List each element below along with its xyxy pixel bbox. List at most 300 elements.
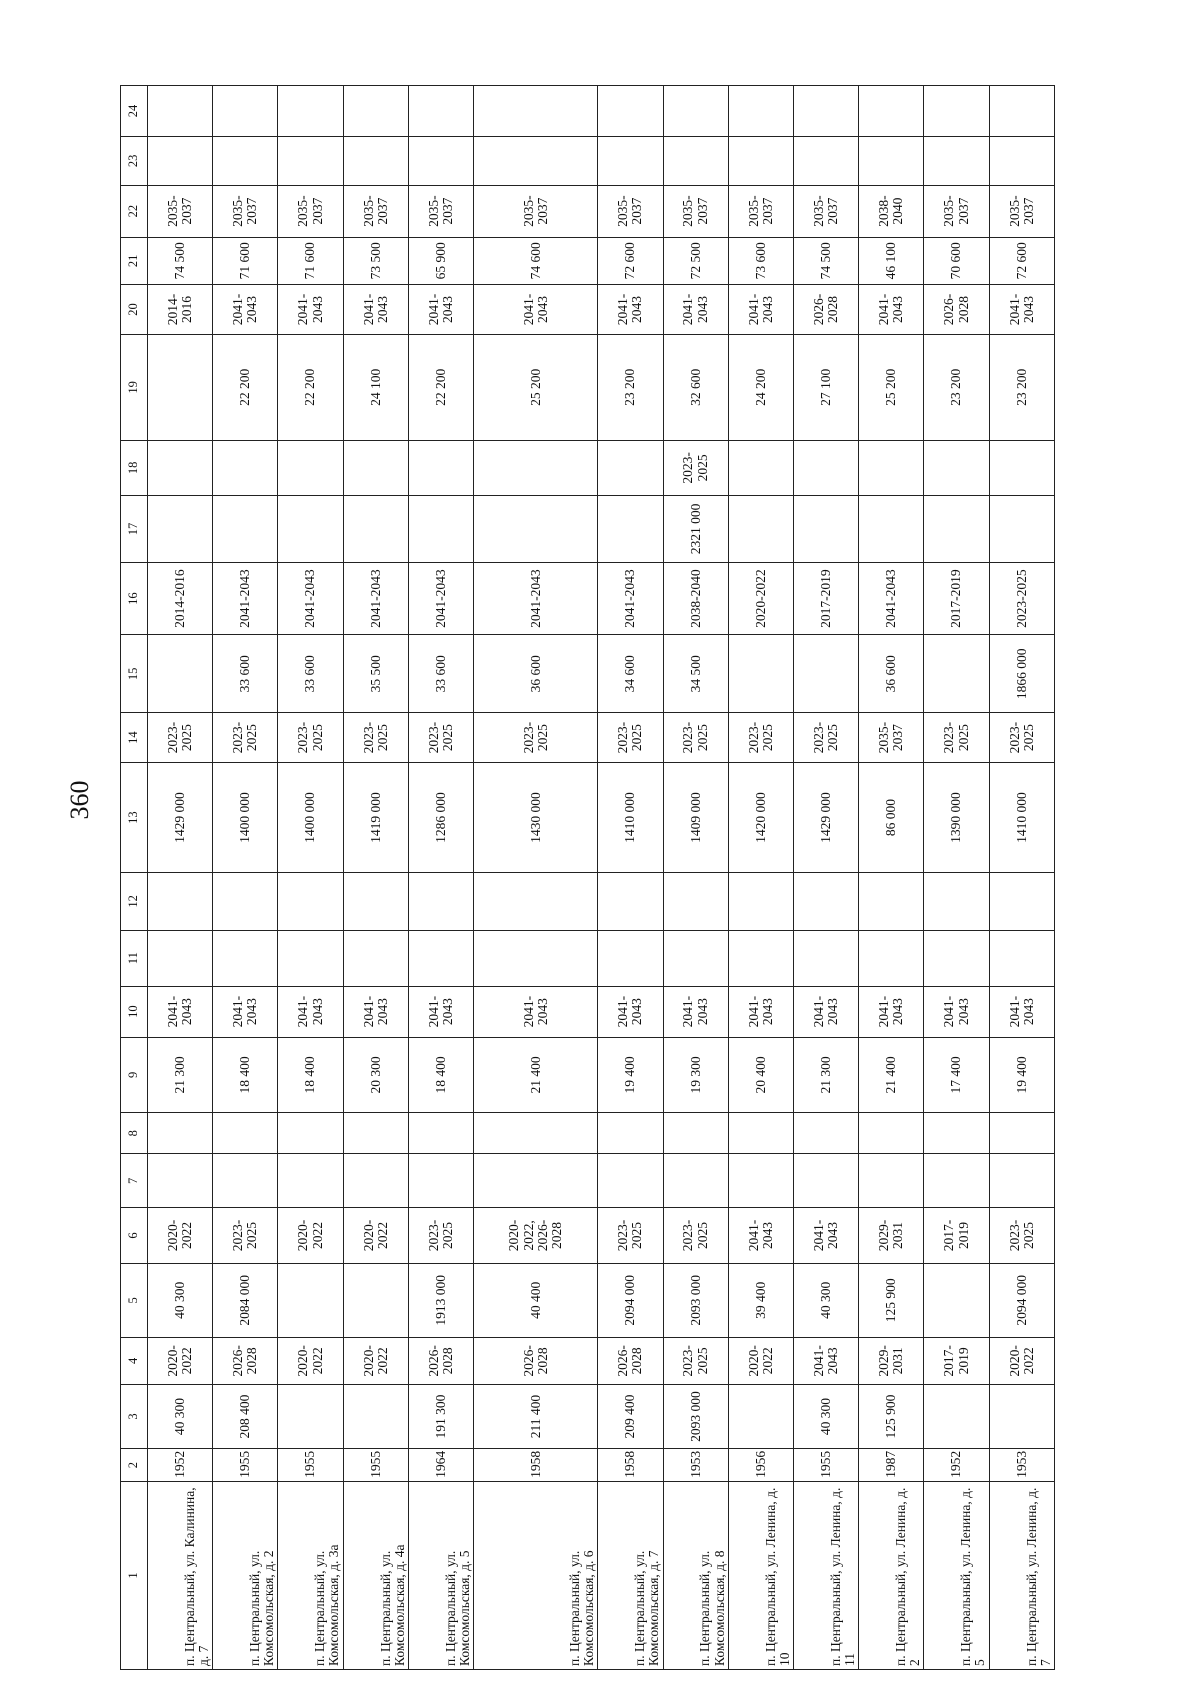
table-cell: 2020-2022 (278, 1338, 343, 1384)
table-cell: 125 900 (859, 1384, 924, 1449)
table-cell: 22 200 (213, 334, 278, 440)
table-cell (408, 1113, 473, 1154)
table-cell (989, 137, 1054, 186)
table-cell: 211 400 (474, 1384, 598, 1449)
table-cell: 33 600 (408, 635, 473, 713)
table-cell (728, 930, 793, 986)
table-cell: 2023-2025 (663, 440, 728, 495)
table-cell (148, 137, 213, 186)
column-header-18: 18 (121, 440, 148, 495)
table-cell (278, 137, 343, 186)
table-cell: 32 600 (663, 334, 728, 440)
table-cell (148, 440, 213, 495)
table-cell: 2041-2043 (213, 562, 278, 634)
table-cell: 2023-2025 (408, 713, 473, 763)
table-cell (148, 86, 213, 137)
table-cell: 2041-2043 (598, 562, 663, 634)
table-cell: 2020-2022 (148, 1208, 213, 1263)
table-cell (408, 1154, 473, 1208)
table-cell: 2035-2037 (213, 185, 278, 237)
table-cell: 33 600 (213, 635, 278, 713)
table-row (859, 86, 924, 1670)
address-cell: п. Центральный, ул. Ленина, д. 11 (793, 1481, 858, 1669)
table-cell (408, 930, 473, 986)
table-cell: 2023-2025 (924, 713, 989, 763)
table-cell (728, 86, 793, 137)
table-cell (793, 1113, 858, 1154)
column-header-19: 19 (121, 334, 148, 440)
table-cell: 2041-2043 (989, 285, 1054, 335)
table-row (663, 86, 728, 1670)
table-cell: 2041-2043 (213, 986, 278, 1037)
table-cell (989, 1154, 1054, 1208)
table-cell: 2023-2025 (213, 1208, 278, 1263)
table-cell (793, 873, 858, 930)
table-cell: 2041-2043 (408, 562, 473, 634)
table-cell (343, 495, 408, 562)
table-cell (728, 635, 793, 713)
table-cell: 1958 (474, 1449, 598, 1481)
table-cell: 20 300 (343, 1037, 408, 1113)
table-cell (859, 930, 924, 986)
table-cell: 191 300 (408, 1384, 473, 1449)
table-cell: 72 600 (598, 237, 663, 285)
table-cell: 18 400 (408, 1037, 473, 1113)
table-cell: 2041-2043 (278, 562, 343, 634)
table-cell: 1955 (793, 1449, 858, 1481)
column-header-12: 12 (121, 873, 148, 930)
table-cell (924, 137, 989, 186)
table-cell: 86 000 (859, 762, 924, 872)
table-cell (728, 873, 793, 930)
table-cell: 2038-2040 (859, 185, 924, 237)
table-cell (728, 440, 793, 495)
table-cell (474, 1154, 598, 1208)
table-cell: 2023-2025 (989, 713, 1054, 763)
table-cell (859, 1113, 924, 1154)
column-header-4: 4 (121, 1338, 148, 1384)
table-cell (989, 930, 1054, 986)
table-cell: 2035-2037 (278, 185, 343, 237)
table-cell: 2023-2025 (213, 713, 278, 763)
address-cell: п. Центральный, ул. Ленина, д. 5 (924, 1481, 989, 1669)
table-cell (728, 495, 793, 562)
table-cell (278, 440, 343, 495)
table-cell: 2041-2043 (793, 1338, 858, 1384)
table-cell: 2041-2043 (728, 285, 793, 335)
table-cell: 1953 (663, 1449, 728, 1481)
column-header-8: 8 (121, 1113, 148, 1154)
table-cell: 2041-2043 (663, 986, 728, 1037)
table-cell (148, 334, 213, 440)
table-cell: 2023-2025 (989, 562, 1054, 634)
address-cell: п. Центральный, ул. Комсомольская, д. 3а (278, 1481, 343, 1669)
table-cell: 2023-2025 (343, 713, 408, 763)
table-cell (598, 1113, 663, 1154)
column-header-16: 16 (121, 562, 148, 634)
table-cell: 2041-2043 (408, 986, 473, 1037)
table-cell (859, 1154, 924, 1208)
table-cell (663, 1154, 728, 1208)
table-cell: 2038-2040 (663, 562, 728, 634)
table-cell: 2035-2037 (728, 185, 793, 237)
table-cell: 74 600 (474, 237, 598, 285)
table-cell: 2041-2043 (728, 1208, 793, 1263)
table-cell: 71 600 (213, 237, 278, 285)
page-number: 360 (65, 780, 94, 820)
table-cell: 2017-2019 (793, 562, 858, 634)
column-header-21: 21 (121, 237, 148, 285)
table-cell (989, 86, 1054, 137)
table-cell (474, 930, 598, 986)
column-header-15: 15 (121, 635, 148, 713)
table-cell: 1987 (859, 1449, 924, 1481)
table-cell: 2020-2022 (148, 1338, 213, 1384)
table-cell (598, 86, 663, 137)
table-row (924, 86, 989, 1670)
table-cell: 2041-2043 (278, 986, 343, 1037)
table-cell (924, 1154, 989, 1208)
table-cell (663, 137, 728, 186)
table-cell: 2041-2043 (859, 986, 924, 1037)
table-cell (213, 1113, 278, 1154)
table-cell (408, 873, 473, 930)
table-cell (408, 495, 473, 562)
table-body (148, 86, 1055, 1670)
table-cell (859, 137, 924, 186)
table-cell: 1410 000 (989, 762, 1054, 872)
table-cell: 2020-2022 (343, 1338, 408, 1384)
table-cell: 20 400 (728, 1037, 793, 1113)
table-cell: 19 400 (598, 1037, 663, 1113)
address-cell: п. Центральный, ул. Ленина, д. 7 (989, 1481, 1054, 1669)
table-cell: 2041-2043 (343, 562, 408, 634)
table-cell: 2017-2019 (924, 562, 989, 634)
column-header-23: 23 (121, 137, 148, 186)
table-cell: 2041-2043 (474, 285, 598, 335)
table-cell (343, 440, 408, 495)
table-cell: 2026-2028 (924, 285, 989, 335)
table-cell (148, 495, 213, 562)
table-cell: 2023-2025 (663, 713, 728, 763)
table-cell (213, 873, 278, 930)
table-cell: 1958 (598, 1449, 663, 1481)
table-cell: 2029-2031 (859, 1338, 924, 1384)
table-cell: 2041-2043 (598, 986, 663, 1037)
table-cell: 25 200 (859, 334, 924, 440)
table-cell (343, 86, 408, 137)
table-cell: 2041-2043 (728, 986, 793, 1037)
table-cell: 27 100 (793, 334, 858, 440)
table-cell: 1952 (148, 1449, 213, 1481)
table-cell: 1866 000 (989, 635, 1054, 713)
table-cell (278, 1113, 343, 1154)
column-header-14: 14 (121, 713, 148, 763)
table-cell: 2041-2043 (859, 285, 924, 335)
table-cell (474, 1113, 598, 1154)
table-cell: 209 400 (598, 1384, 663, 1449)
column-header-11: 11 (121, 930, 148, 986)
column-header-13: 13 (121, 762, 148, 872)
table-cell: 1390 000 (924, 762, 989, 872)
table-cell: 21 300 (148, 1037, 213, 1113)
table-cell: 24 200 (728, 334, 793, 440)
table-cell: 1420 000 (728, 762, 793, 872)
table-cell (278, 1154, 343, 1208)
table-cell (474, 86, 598, 137)
table-cell: 40 300 (793, 1384, 858, 1449)
table-cell: 2023-2025 (278, 713, 343, 763)
table-cell: 2023-2025 (663, 1208, 728, 1263)
table-cell (148, 1154, 213, 1208)
table-cell (474, 495, 598, 562)
table-cell: 36 600 (859, 635, 924, 713)
table-cell (213, 1154, 278, 1208)
table-cell (278, 930, 343, 986)
table-cell: 2094 000 (989, 1263, 1054, 1338)
table-cell: 74 500 (148, 237, 213, 285)
table-cell (989, 1384, 1054, 1449)
table-cell (278, 1263, 343, 1338)
table-cell (343, 1384, 408, 1449)
table-cell: 34 500 (663, 635, 728, 713)
table-cell (408, 440, 473, 495)
table-cell: 2041-2043 (408, 285, 473, 335)
table-cell: 2035-2037 (598, 185, 663, 237)
table-cell: 1409 000 (663, 762, 728, 872)
table-cell (728, 1154, 793, 1208)
table-cell: 2026-2028 (408, 1338, 473, 1384)
table-cell (859, 440, 924, 495)
table-cell (598, 440, 663, 495)
table-cell: 1964 (408, 1449, 473, 1481)
table-cell: 35 500 (343, 635, 408, 713)
table-cell: 2041-2043 (793, 1208, 858, 1263)
table-cell: 2029-2031 (859, 1208, 924, 1263)
table-cell (989, 495, 1054, 562)
table-cell: 1410 000 (598, 762, 663, 872)
table-cell (408, 137, 473, 186)
table-cell: 2023-2025 (474, 713, 598, 763)
table-cell: 2020-2022 (728, 1338, 793, 1384)
table-cell: 2020-2022 (278, 1208, 343, 1263)
table-cell: 46 100 (859, 237, 924, 285)
column-header-20: 20 (121, 285, 148, 335)
table-cell (859, 86, 924, 137)
table-cell (213, 137, 278, 186)
table-cell: 19 300 (663, 1037, 728, 1113)
table-cell: 72 500 (663, 237, 728, 285)
table-cell (859, 873, 924, 930)
table-cell: 2035-2037 (793, 185, 858, 237)
table-cell: 21 400 (859, 1037, 924, 1113)
table-cell (598, 495, 663, 562)
table-cell (728, 137, 793, 186)
table-cell: 2093 000 (663, 1263, 728, 1338)
table-row (408, 86, 473, 1670)
table-cell (663, 873, 728, 930)
table-cell: 2041-2043 (343, 986, 408, 1037)
column-header-10: 10 (121, 986, 148, 1037)
table-cell: 1953 (989, 1449, 1054, 1481)
table-cell: 23 200 (989, 334, 1054, 440)
table-cell (793, 495, 858, 562)
table-cell (474, 440, 598, 495)
column-header-3: 3 (121, 1384, 148, 1449)
table-cell (924, 635, 989, 713)
table-cell: 2020-2022, 2026-2028 (474, 1208, 598, 1263)
table-cell (148, 1113, 213, 1154)
table-cell (728, 1384, 793, 1449)
table-row (598, 86, 663, 1670)
table-cell: 2023-2025 (598, 1208, 663, 1263)
table-cell: 2035-2037 (474, 185, 598, 237)
table-cell (408, 86, 473, 137)
table-cell (213, 440, 278, 495)
table-cell: 2026-2028 (213, 1338, 278, 1384)
table-cell (343, 1263, 408, 1338)
table-row (793, 86, 858, 1670)
table-cell: 65 900 (408, 237, 473, 285)
table-cell (924, 495, 989, 562)
table-cell: 1286 000 (408, 762, 473, 872)
table-cell: 40 300 (148, 1384, 213, 1449)
table-cell (343, 930, 408, 986)
table-cell: 2041-2043 (924, 986, 989, 1037)
table-cell (793, 440, 858, 495)
column-header-7: 7 (121, 1154, 148, 1208)
table-cell: 40 300 (793, 1263, 858, 1338)
table-cell: 2035-2037 (148, 185, 213, 237)
table-cell (924, 930, 989, 986)
address-cell: п. Центральный, ул. Комсомольская, д. 8 (663, 1481, 728, 1669)
table-row (278, 86, 343, 1670)
table-cell: 1419 000 (343, 762, 408, 872)
column-header-1: 1 (121, 1481, 148, 1669)
table-row (213, 86, 278, 1670)
table-cell (148, 635, 213, 713)
table-cell: 18 400 (213, 1037, 278, 1113)
table-cell (148, 930, 213, 986)
table-cell: 1955 (213, 1449, 278, 1481)
table-cell: 2020-2022 (343, 1208, 408, 1263)
table-cell (343, 137, 408, 186)
table-cell: 1400 000 (278, 762, 343, 872)
table-cell: 1952 (924, 1449, 989, 1481)
table-cell: 2041-2043 (474, 562, 598, 634)
column-header-22: 22 (121, 185, 148, 237)
table-cell (663, 1113, 728, 1154)
table-cell: 36 600 (474, 635, 598, 713)
table-cell: 2014-2016 (148, 562, 213, 634)
table-cell: 2035-2037 (924, 185, 989, 237)
table-cell: 2026-2028 (793, 285, 858, 335)
address-cell: п. Центральный, ул. Комсомольская, д. 2 (213, 1481, 278, 1669)
table-cell: 2041-2043 (213, 285, 278, 335)
table-cell: 39 400 (728, 1263, 793, 1338)
column-header-9: 9 (121, 1037, 148, 1113)
table-cell: 2035-2037 (989, 185, 1054, 237)
table-cell (148, 873, 213, 930)
table-cell: 72 600 (989, 237, 1054, 285)
table-cell: 2023-2025 (728, 713, 793, 763)
table-cell (663, 86, 728, 137)
table-cell (924, 1113, 989, 1154)
table-cell (598, 137, 663, 186)
column-header-5: 5 (121, 1263, 148, 1338)
table-cell (924, 1263, 989, 1338)
table-cell (278, 873, 343, 930)
table-cell: 73 600 (728, 237, 793, 285)
table-cell: 2035-2037 (408, 185, 473, 237)
table-cell: 2026-2028 (474, 1338, 598, 1384)
table-cell (924, 873, 989, 930)
table-cell (793, 1154, 858, 1208)
table-cell: 1913 000 (408, 1263, 473, 1338)
table-cell (343, 1113, 408, 1154)
address-cell: п. Центральный, ул. Комсомольская, д. 4а (343, 1481, 408, 1669)
table-cell: 18 400 (278, 1037, 343, 1113)
table-cell: 40 300 (148, 1263, 213, 1338)
table-cell: 2041-2043 (474, 986, 598, 1037)
header-row (121, 86, 148, 1670)
table-cell: 2041-2043 (793, 986, 858, 1037)
table-cell: 1429 000 (793, 762, 858, 872)
table-cell (793, 635, 858, 713)
column-header-6: 6 (121, 1208, 148, 1263)
address-cell: п. Центральный, ул. Комсомольская, д. 6 (474, 1481, 598, 1669)
table-cell: 33 600 (278, 635, 343, 713)
table-cell (924, 86, 989, 137)
table-cell (213, 930, 278, 986)
table-cell (343, 873, 408, 930)
table-cell: 2023-2025 (989, 1208, 1054, 1263)
table-cell (213, 86, 278, 137)
table-cell: 19 400 (989, 1037, 1054, 1113)
data-table (120, 85, 1055, 1670)
table-cell: 2026-2028 (598, 1338, 663, 1384)
table-cell: 2041-2043 (663, 285, 728, 335)
address-cell: п. Центральный, ул. Ленина, д. 2 (859, 1481, 924, 1669)
table-cell: 2020-2022 (728, 562, 793, 634)
address-cell: п. Центральный, ул. Комсомольская, д. 7 (598, 1481, 663, 1669)
table-cell: 1400 000 (213, 762, 278, 872)
table-row (728, 86, 793, 1670)
table-cell: 17 400 (924, 1037, 989, 1113)
table-cell (598, 1154, 663, 1208)
table-cell (278, 1384, 343, 1449)
table-cell (728, 1113, 793, 1154)
table-cell: 2035-2037 (859, 713, 924, 763)
table-cell: 22 200 (278, 334, 343, 440)
table-cell (924, 440, 989, 495)
table-row (148, 86, 213, 1670)
table-cell: 2023-2025 (598, 713, 663, 763)
table-cell: 2035-2037 (343, 185, 408, 237)
table-cell: 1956 (728, 1449, 793, 1481)
table-cell: 2023-2025 (793, 713, 858, 763)
table-cell (213, 495, 278, 562)
table-cell: 2041-2043 (343, 285, 408, 335)
table-cell (924, 1384, 989, 1449)
table-cell (989, 873, 1054, 930)
table-cell (663, 930, 728, 986)
table-cell: 2023-2025 (408, 1208, 473, 1263)
table-cell: 2084 000 (213, 1263, 278, 1338)
table-cell (793, 930, 858, 986)
table-cell: 73 500 (343, 237, 408, 285)
column-header-17: 17 (121, 495, 148, 562)
